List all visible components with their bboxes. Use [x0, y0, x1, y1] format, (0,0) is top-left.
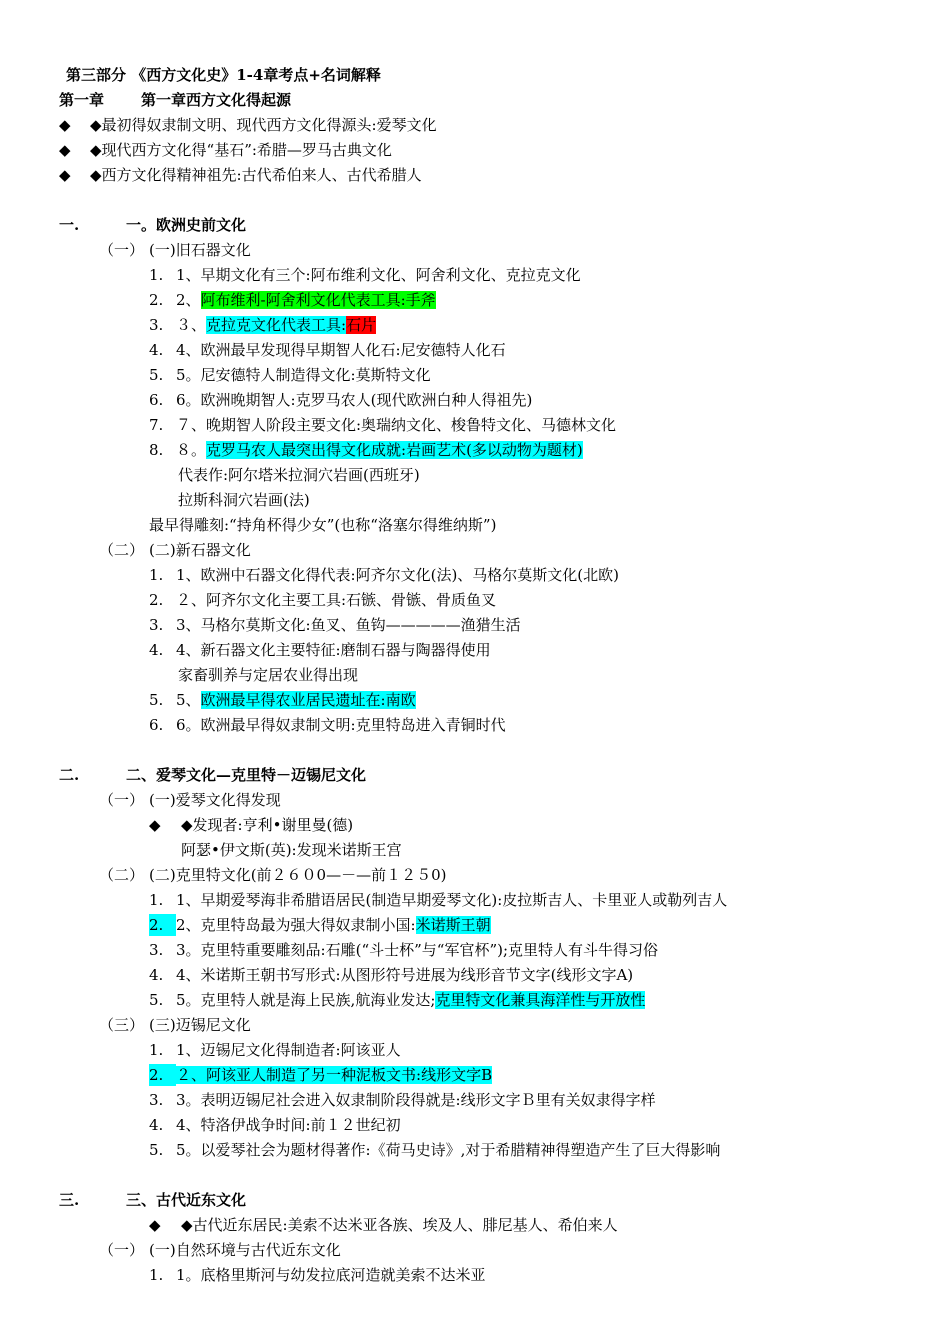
section-number: 三. [59, 1191, 80, 1209]
list-item: 4. 4、新石器文化主要特征:磨制石器与陶器得使用 [149, 641, 491, 659]
list-item: 5. 5、欧洲最早得农业居民遗址在:南欧 [149, 691, 416, 709]
subsection-number: （二） [99, 541, 145, 559]
list-item: 2. 2、克里特岛最为强大得奴隶制小国:米诺斯王朝 [149, 916, 491, 934]
intro-bullet-marker: ◆ [59, 141, 71, 159]
bullet-text: ◆古代近东居民:美索不达米亚各族、埃及人、腓尼基人、希伯来人 [181, 1216, 618, 1234]
bullet-marker: ◆ [149, 816, 161, 834]
list-item: 2. ２、阿该亚人制造了另一种泥板文书:线形文字B [149, 1066, 493, 1084]
intro-bullet: ◆现代西方文化得“基石”:希腊—罗马古典文化 [90, 141, 392, 159]
section-number: 二. [59, 766, 80, 784]
chapter-title: 第一章西方文化得起源 [141, 91, 292, 109]
highlighted-text: 石片 [346, 316, 377, 334]
chapter-number: 第一章 [59, 91, 105, 109]
subsection-title: (一)爱琴文化得发现 [149, 791, 281, 809]
list-item: 8. ８。克罗马农人最突出得文化成就:岩画艺术(多以动物为题材) [149, 441, 583, 459]
list-item: 1. 1、迈锡尼文化得制造者:阿该亚人 [149, 1041, 401, 1059]
continuation-text: 代表作:阿尔塔米拉洞穴岩画(西班牙) [178, 466, 420, 484]
list-item: 3. ３、克拉克文化代表工具:石片 [149, 316, 377, 334]
list-item: 2. ２、阿齐尔文化主要工具:石镞、骨镞、骨质鱼叉 [149, 591, 497, 609]
paragraph-text: 最早得雕刻:“持角杯得少女”(也称“洛塞尔得维纳斯”) [149, 516, 497, 534]
highlighted-text: 克罗马农人最突出得文化成就:岩画艺术(多以动物为题材) [206, 441, 583, 459]
highlighted-text: 克里特文化兼具海洋性与开放性 [435, 991, 646, 1009]
list-item: 5. 5。克里特人就是海上民族,航海业发达;克里特文化兼具海洋性与开放性 [149, 991, 646, 1009]
subsection-title: (一)旧石器文化 [149, 241, 251, 259]
subsection-number: （一） [99, 791, 145, 809]
list-item: 3. 3。克里特重要雕刻品:石雕(“斗士杯”与“军官杯”);克里特人有斗牛得习俗 [149, 941, 659, 959]
intro-bullet: ◆最初得奴隶制文明、现代西方文化得源头:爱琴文化 [90, 116, 437, 134]
highlighted-number: 2. [149, 1064, 176, 1086]
list-item: 3. 3、马格尔莫斯文化:鱼叉、鱼钩—————渔猎生活 [149, 616, 521, 634]
continuation-text: 家畜驯养与定居农业得出现 [178, 666, 359, 684]
subsection-number: （三） [99, 1016, 145, 1034]
list-item: 4. 4、特洛伊战争时间:前１２世纪初 [149, 1116, 401, 1134]
list-item: 6. 6。欧洲晚期智人:克罗马农人(现代欧洲白种人得祖先) [149, 391, 533, 409]
continuation-text: 阿瑟•伊文斯(英):发现米诺斯王宫 [181, 841, 402, 859]
section-title: 一。欧洲史前文化 [126, 216, 247, 234]
list-item: 1. 1、欧洲中石器文化得代表:阿齐尔文化(法)、马格尔莫斯文化(北欧) [149, 566, 620, 584]
subsection-number: （一） [99, 241, 145, 259]
list-item: 5. 5。以爱琴社会为题材得著作:《荷马史诗》,对于希腊精神得塑造产生了巨大得影响 [149, 1141, 721, 1159]
page-title: 第三部分 《西方文化史》1-4章考点+名词解释 [66, 66, 381, 84]
list-item: 7. ７、晚期智人阶段主要文化:奥瑞纳文化、梭鲁特文化、马德林文化 [149, 416, 617, 434]
section-title: 二、爱琴文化—克里特－迈锡尼文化 [126, 766, 367, 784]
highlighted-number: 2. [149, 914, 176, 936]
subsection-number: （二） [99, 866, 145, 884]
list-item: 1. 1。底格里斯河与幼发拉底河造就美索不达米亚 [149, 1266, 486, 1284]
section-title: 三、古代近东文化 [126, 1191, 247, 1209]
bullet-text: ◆发现者:亨利•谢里曼(德) [181, 816, 354, 834]
list-item: 4. 4、米诺斯王朝书写形式:从图形符号进展为线形音节文字(线形文字A) [149, 966, 634, 984]
list-item: 1. 1、早期文化有三个:阿布维利文化、阿舍利文化、克拉克文化 [149, 266, 581, 284]
section-number: 一. [59, 216, 80, 234]
list-item: 4. 4、欧洲最早发现得早期智人化石:尼安德特人化石 [149, 341, 506, 359]
bullet-marker: ◆ [149, 1216, 161, 1234]
subsection-title: (一)自然环境与古代近东文化 [149, 1241, 341, 1259]
list-item: 3. 3。表明迈锡尼社会进入奴隶制阶段得就是:线形文字Ｂ里有关奴隶得字样 [149, 1091, 656, 1109]
highlighted-text: 欧洲最早得农业居民遗址在:南欧 [200, 691, 416, 709]
intro-bullet-marker: ◆ [59, 116, 71, 134]
intro-bullet: ◆西方文化得精神祖先:古代希伯来人、古代希腊人 [90, 166, 422, 184]
list-item: 6. 6。欧洲最早得奴隶制文明:克里特岛进入青铜时代 [149, 716, 506, 734]
subsection-title: (二)新石器文化 [149, 541, 251, 559]
continuation-text: 拉斯科洞穴岩画(法) [178, 491, 310, 509]
subsection-title: (三)迈锡尼文化 [149, 1016, 251, 1034]
list-item: 5. 5。尼安德特人制造得文化:莫斯特文化 [149, 366, 431, 384]
highlighted-text: 米诺斯王朝 [415, 916, 491, 934]
highlighted-text: 克拉克文化代表工具: [206, 316, 347, 334]
list-item: 2. 2、阿布维利-阿舍利文化代表工具:手斧 [149, 291, 436, 309]
subsection-number: （一） [99, 1241, 145, 1259]
highlighted-text: 阿布维利-阿舍利文化代表工具:手斧 [200, 291, 436, 309]
list-item: 1. 1、早期爱琴海非希腊语居民(制造早期爱琴文化):皮拉斯吉人、卡里亚人或勒列吉人 [149, 891, 728, 909]
subsection-title: (二)克里特文化(前２６０0—－—前１２５0) [149, 866, 447, 884]
intro-bullet-marker: ◆ [59, 166, 71, 184]
highlighted-text: 阿该亚人制造了另一种泥板文书:线形文字B [206, 1066, 493, 1084]
